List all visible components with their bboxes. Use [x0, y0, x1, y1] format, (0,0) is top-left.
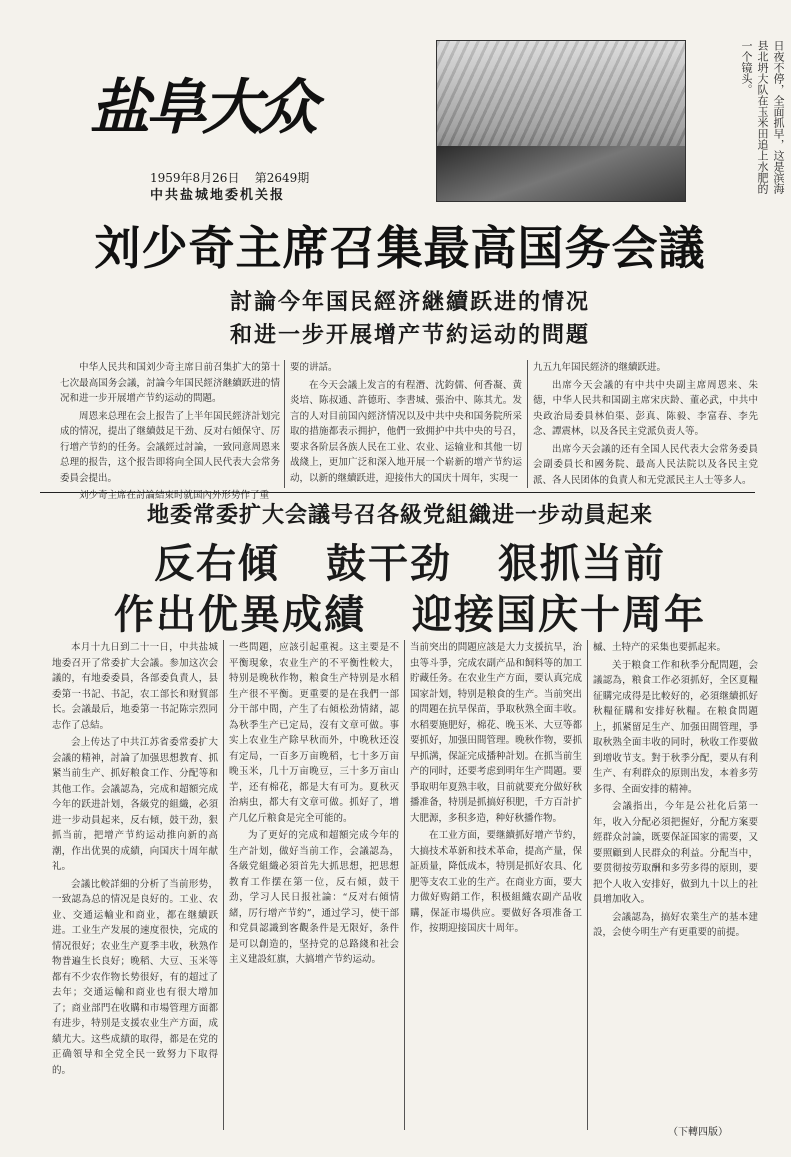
issue-line	[150, 170, 390, 187]
lead-column-1	[60, 360, 280, 501]
lead-paragraph: 在今天会議上发言的有程潛、沈鈞儒、何香凝、黄炎培、陈叔通、許德珩、李書城、張治中、陈其尤。发言的人对目前国內經济情况以及中共中央和国务院所采取的措施都表示拥护，他們一致拥护中共中央的号召，要求各阶层各族人民在工业、农业、运输业和其他一切战綫上，更加广泛和深入地开展一个崭新的增产节約运动，以新的继續跃进，迎接伟大的国庆十周年，实現一	[290, 379, 522, 484]
second-column-1	[52, 640, 218, 1130]
masthead-organization: 中共盐城地委机关报	[150, 188, 286, 203]
story-paragraph: 会議指出，今年是公社化后第一年，收入分配必須把握好，分配方案要經群众討論，既要保証国家的需要，又要照顧到人民群众的利益。分配当中，要贯彻按劳取酬和多劳多得的原則，要把个人收入安排好，做到九十以上的社員增加收入。	[593, 801, 758, 905]
second-column-2	[229, 640, 399, 1130]
lead-subheadline-2: 和进一步开展增产节約运动的問題	[229, 323, 590, 348]
column-divider	[404, 640, 405, 1130]
lead-column-2	[290, 360, 522, 490]
second-headline-line1: 反右傾 鼓干劲 狠抓当前	[154, 541, 666, 587]
story-paragraph: 会議認為，搞好农業生产的基本建設，会使今明生产有更重要的前提。	[593, 911, 758, 938]
column-divider	[223, 640, 224, 1130]
story-paragraph: 会上传达了中共江苏省委常委扩大会議的精神，討論了加强思想教育、抓紧当前生产、抓好粮食工作、分配等和其他工作。会議認為，完成和超額完成今年的跃进計划，各級党的組織，必須进一步动員起来，反右傾，鼓干劲，狠抓当前，把增产节約运动推向新的高潮，作出优異的成績，向国庆十周年献礼。	[52, 737, 218, 872]
masthead-title: 盐阜大众	[90, 73, 314, 143]
lead-paragraph: 出席今天会議的还有全国人民代表大会常务委員会副委員长和國务院、最高人民法院以及各民主党派、各人民团体的負責人和无党派民主人士等多人。	[533, 443, 758, 486]
photo-caption: 日夜不停，全面抓早，这是滨海县北坍大队在玉米田追上水肥的一个镜头。	[740, 40, 785, 194]
section-divider	[40, 492, 755, 493]
story-paragraph: 槭、土特产的采集也要抓起来。	[593, 642, 727, 653]
column-divider	[284, 360, 285, 488]
second-column-3	[410, 640, 582, 1130]
lead-paragraph: 九五九年国民經济的继續跃进。	[533, 362, 667, 373]
story-paragraph: 会議比較詳細的分析了当前形势，一致認為总的情况是良好的。工业、农业、交通运輸业和商业，都在继續跃进。工业生产发展的速度很快，完成的情况很好；农业生产夏季丰收，秋熟作物普遍生长良好；晚稻、大豆、玉米等都有不少农作物长势很好，有的超过了去年；交通运輸和商业也有很大增加了；商业部門在收購和市場管理方面都有进步，特别是支援农业生产方面，成績尤大。这些成績的取得，都是在党的正确領导和全党全民一致努力下取得的。	[52, 878, 218, 1076]
masthead-info	[150, 170, 390, 204]
continued-note: （下轉四版）	[668, 1127, 728, 1138]
story-paragraph: 关于粮食工作和秋季分配問題，会議認為，粮食工作必須抓好，全区夏糧征購完成得是比較好的，必須继續抓好秋糧征購和安排好秋糧。在粮食問題上，抓紧留足生产、加强田間管理，爭取秋熟全面丰收的同时，秋收工作要做到增收节支。對于秋季分配，要从有利生产、有利群众的原則出发，本着多劳多得、全面安排的精神。	[593, 659, 758, 795]
lead-subheadline-1: 討論今年国民經济継續跃进的情况	[229, 290, 590, 315]
lead-paragraph: 刘少奇主席在討論結束时就国內外形势作了重	[79, 490, 270, 501]
second-headline-top: 地委常委扩大会議号召各級党組織进一步动員起来	[146, 503, 653, 528]
story-paragraph: 一些問題，应該引起重視。这主要是不平衡現象，农业生产的不平衡性較大，特别是晚秋作物，粮食生产特别是水稻生产很不平衡。更重要的是在我們一部分干部中間，产生了右傾松劲情緒，認為秋季生产已定局，沒有文章可做。事实上农业生产除早秋而外，中晚秋还沒有定局，一百多万亩晚稻，七十多万亩晚玉米，几十万亩晚豆，三十多万亩山芋，还有棉花，都是大有可为。夏秋灭治病虫，都大有文章可做。抓好了，增产几亿斤粮食是完全可能的。	[229, 642, 399, 824]
story-paragraph: 本月十九日到二十一日，中共盐城地委召开了常委扩大会議。参加这次会議的，有地委委員，各部委負責人，县委第一书記、书記，农工部长和财貿部长。会議最后，地委第一书記陈宗烈同志作了总結。	[52, 642, 218, 731]
lead-column-3	[533, 360, 758, 490]
story-paragraph: 在工业方面，要继續抓好增产节約，大搞技术革新和技术革命，提高产量，保証质量，降低成本，特別是抓好农具、化肥等支农工业的生产。在商业方面，要大力做好购銷工作，积极組織农副产品收購，保証市場供应。要做好各項准备工作，按期迎接国庆十周年。	[410, 830, 582, 934]
lead-headline: 刘少奇主席召集最高国务会議	[94, 221, 706, 275]
masthead-issue: 第2649期	[254, 171, 310, 185]
column-divider	[587, 640, 588, 1130]
column-divider	[527, 360, 528, 488]
second-headline-line2: 作出优異成績 迎接国庆十周年	[114, 592, 706, 638]
story-paragraph: 为了更好的完成和超額完成今年的生产計划，做好当前工作，会議認為，各級党組織必須首先大抓思想，把思想教育工作摆在第一位，反右傾，鼓干劲，学习人民日报社論：“反对右傾情緒，厉行增产节約”，通过学习，使干部和党員認識到客觀条件是无限好，条件是可以創造的，坚持党的总路綫和社会主义建設紅旗，大搞增产节約运动。	[229, 830, 399, 965]
lead-paragraph: 周恩来总理在会上报告了上半年国民經济計划完成的情况，提出了继續鼓足干劲、反对右傾保守、厉行增产节約的任务。会議經过討論，一致同意周恩来总理的报告，这个报告即将向全国人民代表大会常务委員会提出。	[60, 410, 280, 484]
second-column-4	[593, 640, 758, 1120]
lead-paragraph: 出席今天会議的有中共中央副主席周恩来、朱德，中华人民共和国副主席宋庆龄、董必武，中共中央政治局委員林伯渠、彭真、陈毅、李富春、李先念、譚震林，以及各民主党派负责人等。	[533, 379, 758, 437]
masthead-date: 1959年8月26日	[150, 171, 240, 185]
front-page-photo	[436, 40, 686, 202]
lead-paragraph: 中华人民共和国刘少奇主席日前召集扩大的第十七次最高国务会議，討論今年国民經济継續跃进的情况和进一步开展增产节約运动的問題。	[60, 362, 280, 404]
story-paragraph: 当前突出的問題应該是大力支援抗旱，治虫等斗爭，完成农副产品和飼料等的加工貯藏任务。在农业生产方面，要认真完成国家計划，特别是粮食的生产。当前突出的問題在抗旱保苗，爭取秋熟全面丰收。水稻要施肥好，棉花、晚玉米、大豆等都要抓好，加强田間管理。晚秋作物，要抓早抓满，保証完成播种計划。在抓当前生产的同时，还要考虑到明年生产問題。要爭取明年夏熟丰收，目前就要充分做好秋播准备，特別是抓搞好积肥，千方百計扩大肥源，多积多造，种好秋播作物。	[410, 642, 582, 824]
lead-paragraph: 要的讲話。	[290, 362, 338, 373]
